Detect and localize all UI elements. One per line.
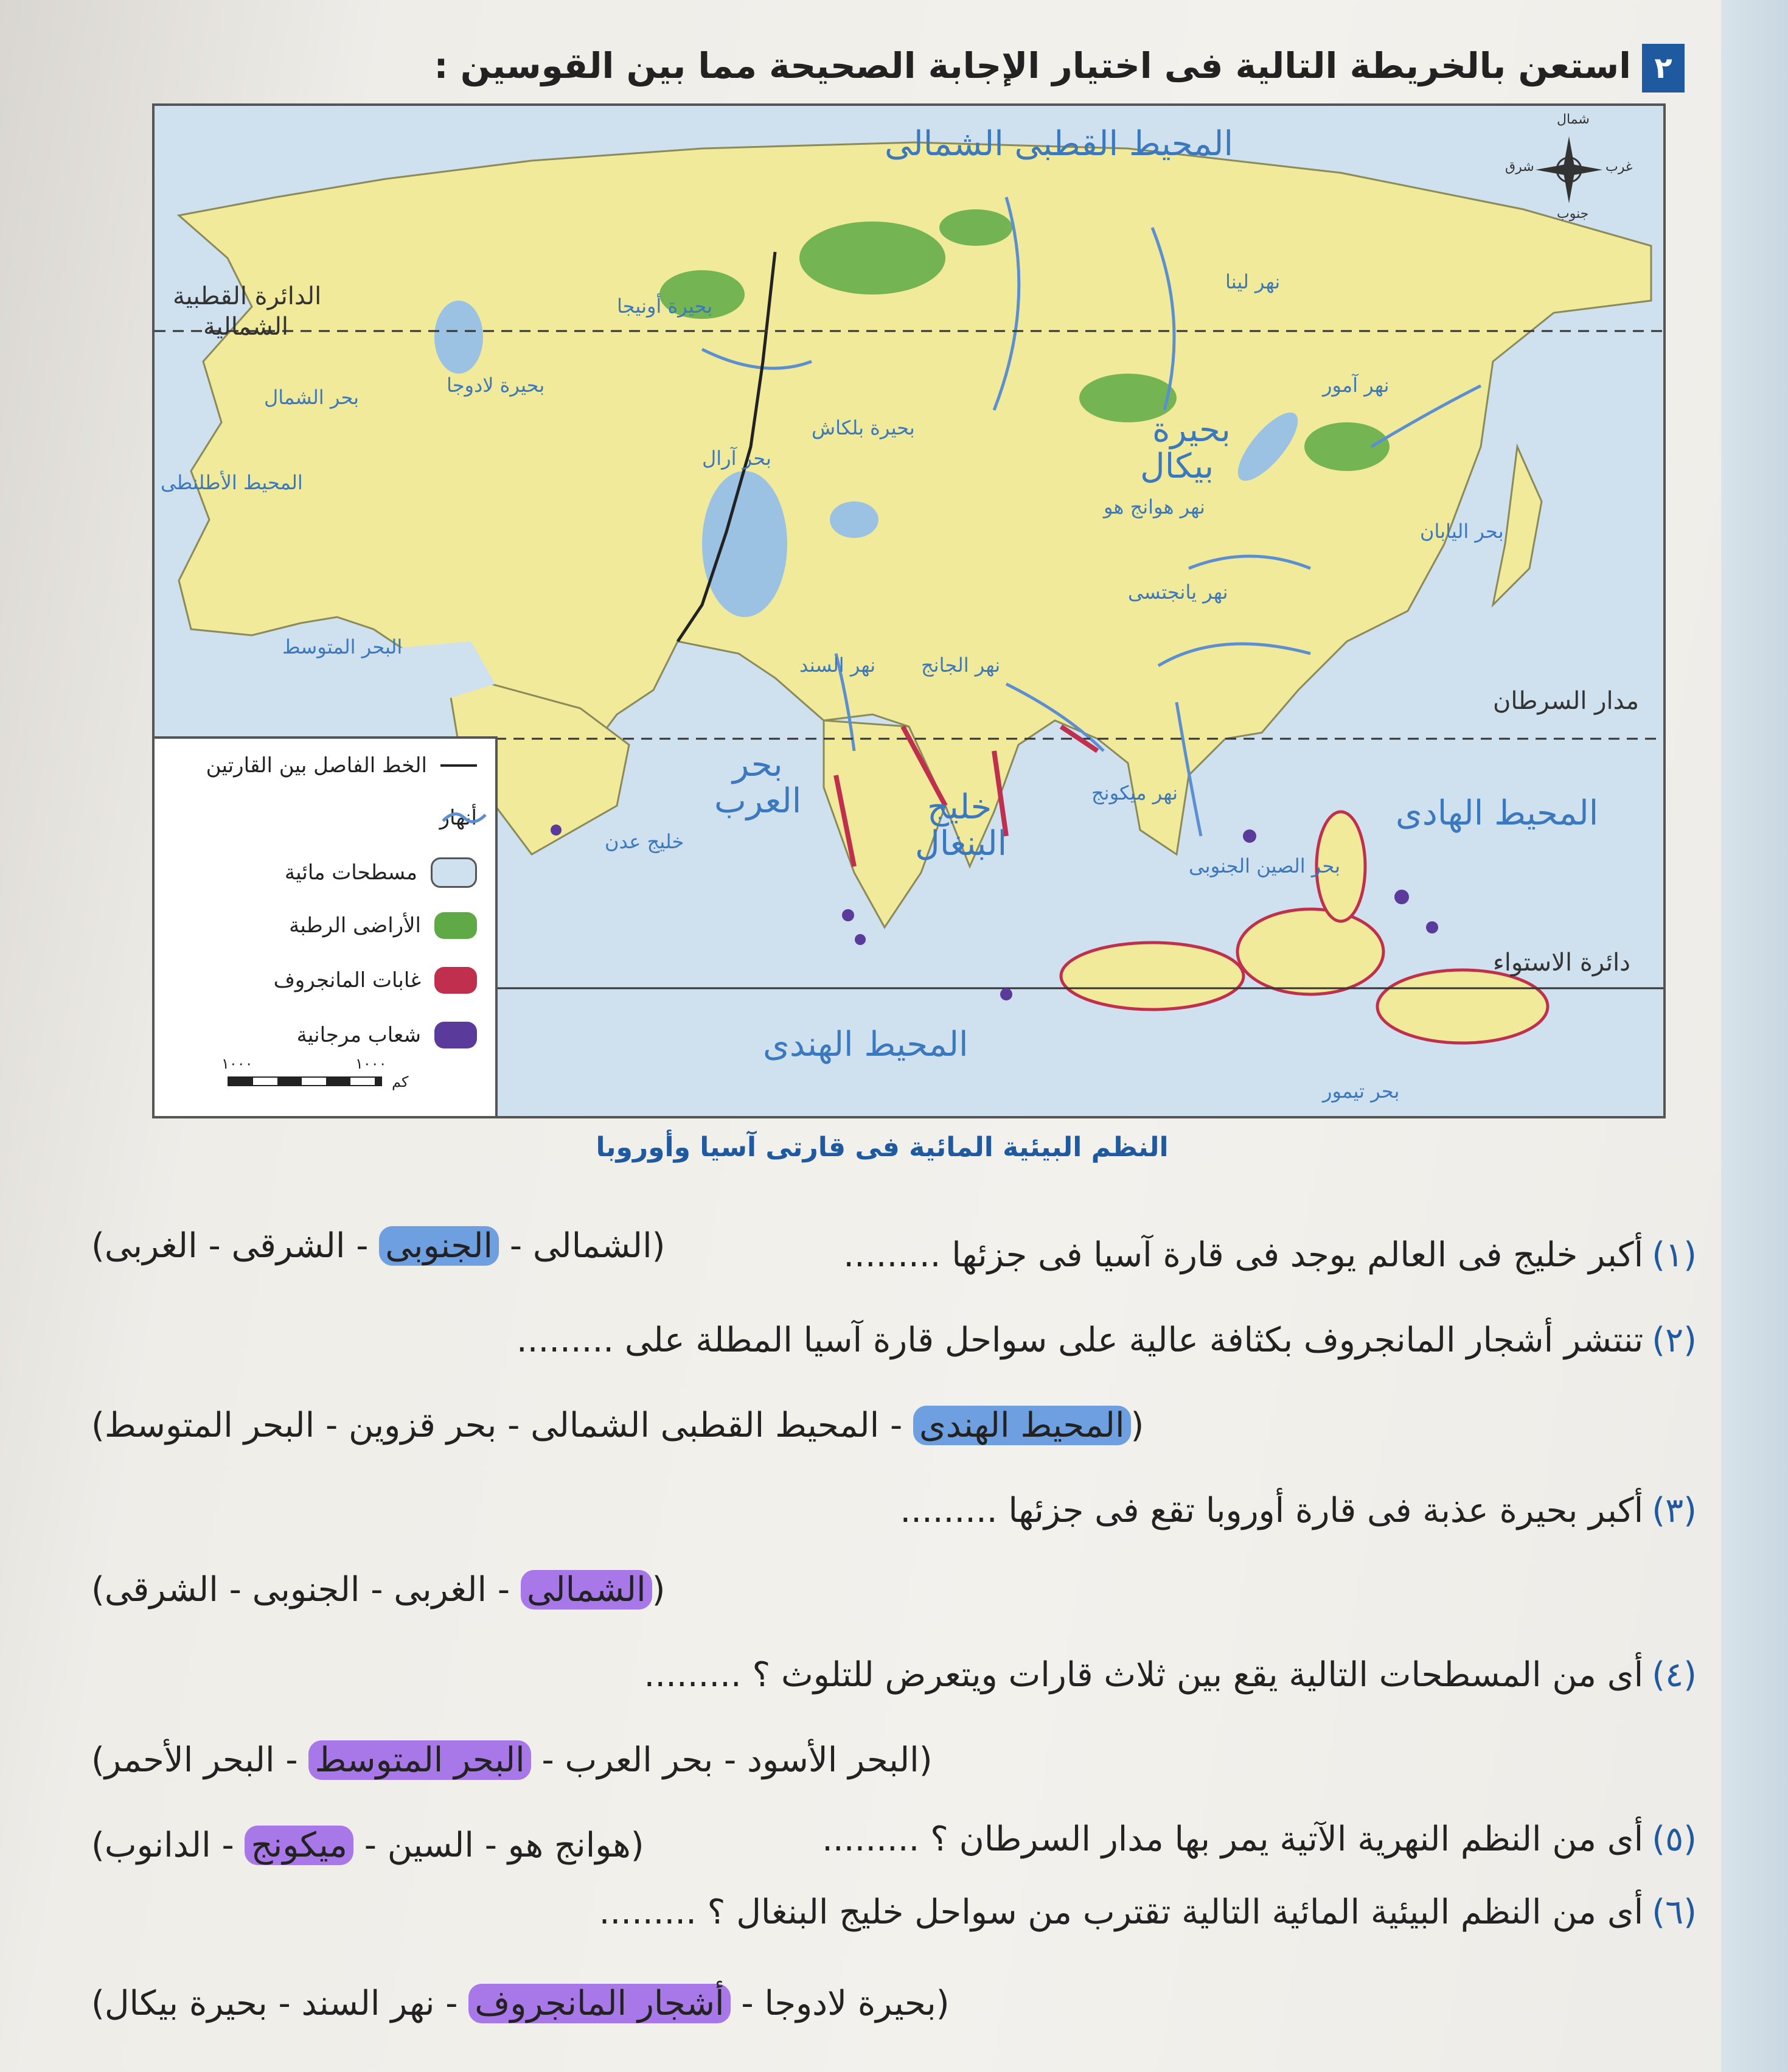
option-highlighted[interactable]: الشمالى xyxy=(521,1570,652,1610)
option[interactable]: نهر السند xyxy=(301,1984,435,2023)
question-text: تنتشر أشجار المانجروف بكثافة عالية على سواحل قارة آسيا المطلة على ......... xyxy=(516,1320,1644,1360)
option[interactable]: الشرقى xyxy=(104,1570,218,1610)
compass-rose-icon xyxy=(1529,130,1609,209)
label-ganges: نهر الجانج xyxy=(921,654,1001,677)
label-arctic-circle-2: الشمالية xyxy=(203,313,288,341)
label-mekong: نهر ميكونج xyxy=(1091,781,1178,804)
question-text: أى من النظم البيئية المائية التالية تقترب من سواحل خليج البنغال ؟ ......... xyxy=(599,1892,1644,1932)
label-bay-of-bengal-2: البنغال xyxy=(915,824,1007,863)
question-6 xyxy=(599,1892,1697,1932)
question-4 xyxy=(644,1655,1697,1695)
mangrove-swatch-icon xyxy=(434,967,477,994)
question-3 xyxy=(900,1491,1697,1530)
label-sea-of-japan: بحر اليابان xyxy=(1420,520,1504,543)
option[interactable]: الشمالى xyxy=(532,1226,652,1266)
label-timor-sea: بحر تيمور xyxy=(1323,1080,1400,1103)
question-text: أى من النظم النهرية الآتية يمر بها مدار السرطان ؟ ......... xyxy=(822,1819,1644,1859)
question-text: أى من المسطحات التالية يقع بين ثلاث قارات ويتعرض للتلوث ؟ ......... xyxy=(644,1655,1644,1695)
legend-coral: شعاب مرجانية xyxy=(297,1022,477,1048)
label-amur-river: نهر آمور xyxy=(1323,374,1390,397)
coral-swatch-icon xyxy=(434,1022,477,1048)
legend-divider: الخط الفاصل بين القارتين xyxy=(206,753,477,778)
label-lake-baikal-2: بيكال xyxy=(1140,447,1214,486)
label-arctic-ocean: المحيط القطبى الشمالى xyxy=(885,124,1234,164)
label-south-china-sea: بحر الصين الجنوبى xyxy=(1189,854,1341,877)
legend-water: مسطحات مائية xyxy=(285,857,477,888)
label-mediterranean: البحر المتوسط xyxy=(282,635,403,658)
option-highlighted[interactable]: البحر المتوسط xyxy=(308,1740,530,1780)
instruction-text: استعن بالخريطة التالية فى اختيار الإجابة الصحيحة مما بين القوسين : xyxy=(434,45,1631,86)
scale-label-mid: ١٠٠٠ xyxy=(355,1055,387,1072)
option[interactable]: الغربى xyxy=(104,1226,198,1266)
map-caption: النظم البيئية المائية فى قارتى آسيا وأوروبا xyxy=(596,1132,1169,1163)
label-pacific-ocean: المحيط الهادى xyxy=(1396,794,1599,833)
scale-label-left: ١٠٠٠ xyxy=(221,1055,253,1072)
map-legend xyxy=(155,736,498,1116)
label-arabian-sea-2: العرب xyxy=(714,781,802,821)
question-number: (١) xyxy=(1652,1235,1697,1275)
question-badge: ٢ xyxy=(1642,44,1685,92)
question-number: (٢) xyxy=(1652,1320,1697,1360)
question-text: أكبر بحيرة عذبة فى قارة أوروبا تقع فى جزئها ......... xyxy=(900,1491,1644,1530)
page-edge xyxy=(1721,0,1788,2072)
question-number: (٣) xyxy=(1652,1491,1697,1530)
compass-south: جنوب xyxy=(1557,206,1589,222)
instruction xyxy=(285,37,1685,95)
label-arctic-circle: الدائرة القطبية xyxy=(173,282,322,310)
label-lake-balkhash: بحيرة بلكاش xyxy=(812,416,915,439)
label-bay-of-bengal: خليج xyxy=(927,787,992,827)
option-highlighted[interactable]: المحيط الهندى xyxy=(913,1406,1131,1445)
options-3: (الشمالى - الغربى - الجنوبى - الشرقى) xyxy=(91,1570,666,1610)
option[interactable]: بحر قزوين xyxy=(348,1406,497,1445)
question-number: (٥) xyxy=(1652,1819,1697,1859)
wetland-swatch-icon xyxy=(434,912,477,939)
option[interactable]: البحر المتوسط xyxy=(104,1406,315,1445)
label-lake-ladoga: بحيرة لادوجا xyxy=(447,374,545,397)
option[interactable]: بحر العرب xyxy=(565,1740,714,1780)
option[interactable]: الشرقى xyxy=(231,1226,346,1266)
question-number: (٤) xyxy=(1652,1655,1697,1695)
scale-unit: كم xyxy=(392,1073,409,1090)
option[interactable]: بحيرة بيكال xyxy=(104,1984,268,2023)
label-lena-river: نهر لينا xyxy=(1225,270,1281,293)
option[interactable]: الغربى xyxy=(394,1570,487,1610)
options-1: (الشمالى - الجنوبى - الشرقى - الغربى) xyxy=(91,1226,666,1266)
compass-north: شمال xyxy=(1557,112,1590,127)
option[interactable]: السين xyxy=(387,1826,474,1865)
legend-rivers: أنهار xyxy=(440,806,477,830)
question-text: أكبر خليج فى العالم يوجد فى قارة آسيا فى جزئها ......... xyxy=(843,1235,1644,1275)
option-highlighted[interactable]: أشجار المانجروف xyxy=(468,1984,730,2023)
label-lake-onega: بحيرة أونيجا xyxy=(617,295,713,318)
legend-wetlands: الأراضى الرطبة xyxy=(289,912,477,939)
label-north-sea: بحر الشمال xyxy=(264,386,360,409)
label-tropic-cancer: مدار السرطان xyxy=(1493,687,1640,715)
compass-east: شرق xyxy=(1505,159,1534,175)
option[interactable]: الجنوبى xyxy=(252,1570,360,1610)
label-atlantic: المحيط الأطلنطى xyxy=(161,471,303,494)
option-highlighted[interactable]: ميكونج xyxy=(245,1826,353,1865)
option[interactable]: المحيط القطبى الشمالى xyxy=(530,1406,880,1445)
option[interactable]: هوانج هو xyxy=(507,1826,631,1865)
option[interactable]: بحيرة لادوجا xyxy=(764,1984,936,2023)
option[interactable]: البحر الأحمر xyxy=(104,1740,275,1780)
question-1 xyxy=(843,1235,1697,1275)
question-2 xyxy=(517,1320,1697,1360)
label-aral-sea: بحر آرال xyxy=(702,447,771,470)
label-lake-baikal: بحيرة xyxy=(1152,410,1231,450)
question-number: (٦) xyxy=(1652,1892,1697,1932)
option[interactable]: البحر الأسود xyxy=(747,1740,919,1780)
options-5: (هوانج هو - السين - ميكونج - الدانوب) xyxy=(91,1826,644,1865)
map xyxy=(152,103,1666,1118)
label-huang-he: نهر هوانج هو xyxy=(1104,495,1205,518)
label-indian-ocean: المحيط الهندى xyxy=(763,1025,969,1064)
label-yangtze: نهر يانجتسى xyxy=(1128,581,1228,604)
scale-bar xyxy=(228,1076,382,1086)
label-gulf-of-aden: خليج عدن xyxy=(605,830,684,853)
options-2: (المحيط الهندى - المحيط القطبى الشمالى - بحر قزوين - البحر المتوسط) xyxy=(91,1406,1144,1445)
options-4: (البحر الأسود - بحر العرب - البحر المتوسط - البحر الأحمر) xyxy=(91,1740,933,1780)
compass-west: غرب xyxy=(1605,159,1633,175)
label-indus: نهر السند xyxy=(799,654,876,677)
river-icon xyxy=(440,806,489,830)
question-5 xyxy=(822,1819,1697,1859)
legend-mangrove: غابات المانجروف xyxy=(274,967,477,994)
option[interactable]: الدانوب xyxy=(104,1826,211,1865)
label-equator: دائرة الاستواء xyxy=(1493,949,1630,977)
legend-line-icon xyxy=(440,764,477,767)
label-arabian-sea: بحر xyxy=(732,745,783,784)
water-swatch-icon xyxy=(431,857,477,888)
option-highlighted[interactable]: الجنوبى xyxy=(379,1226,499,1266)
options-6: (بحيرة لادوجا - أشجار المانجروف - نهر السند - بحيرة بيكال) xyxy=(91,1984,950,2023)
